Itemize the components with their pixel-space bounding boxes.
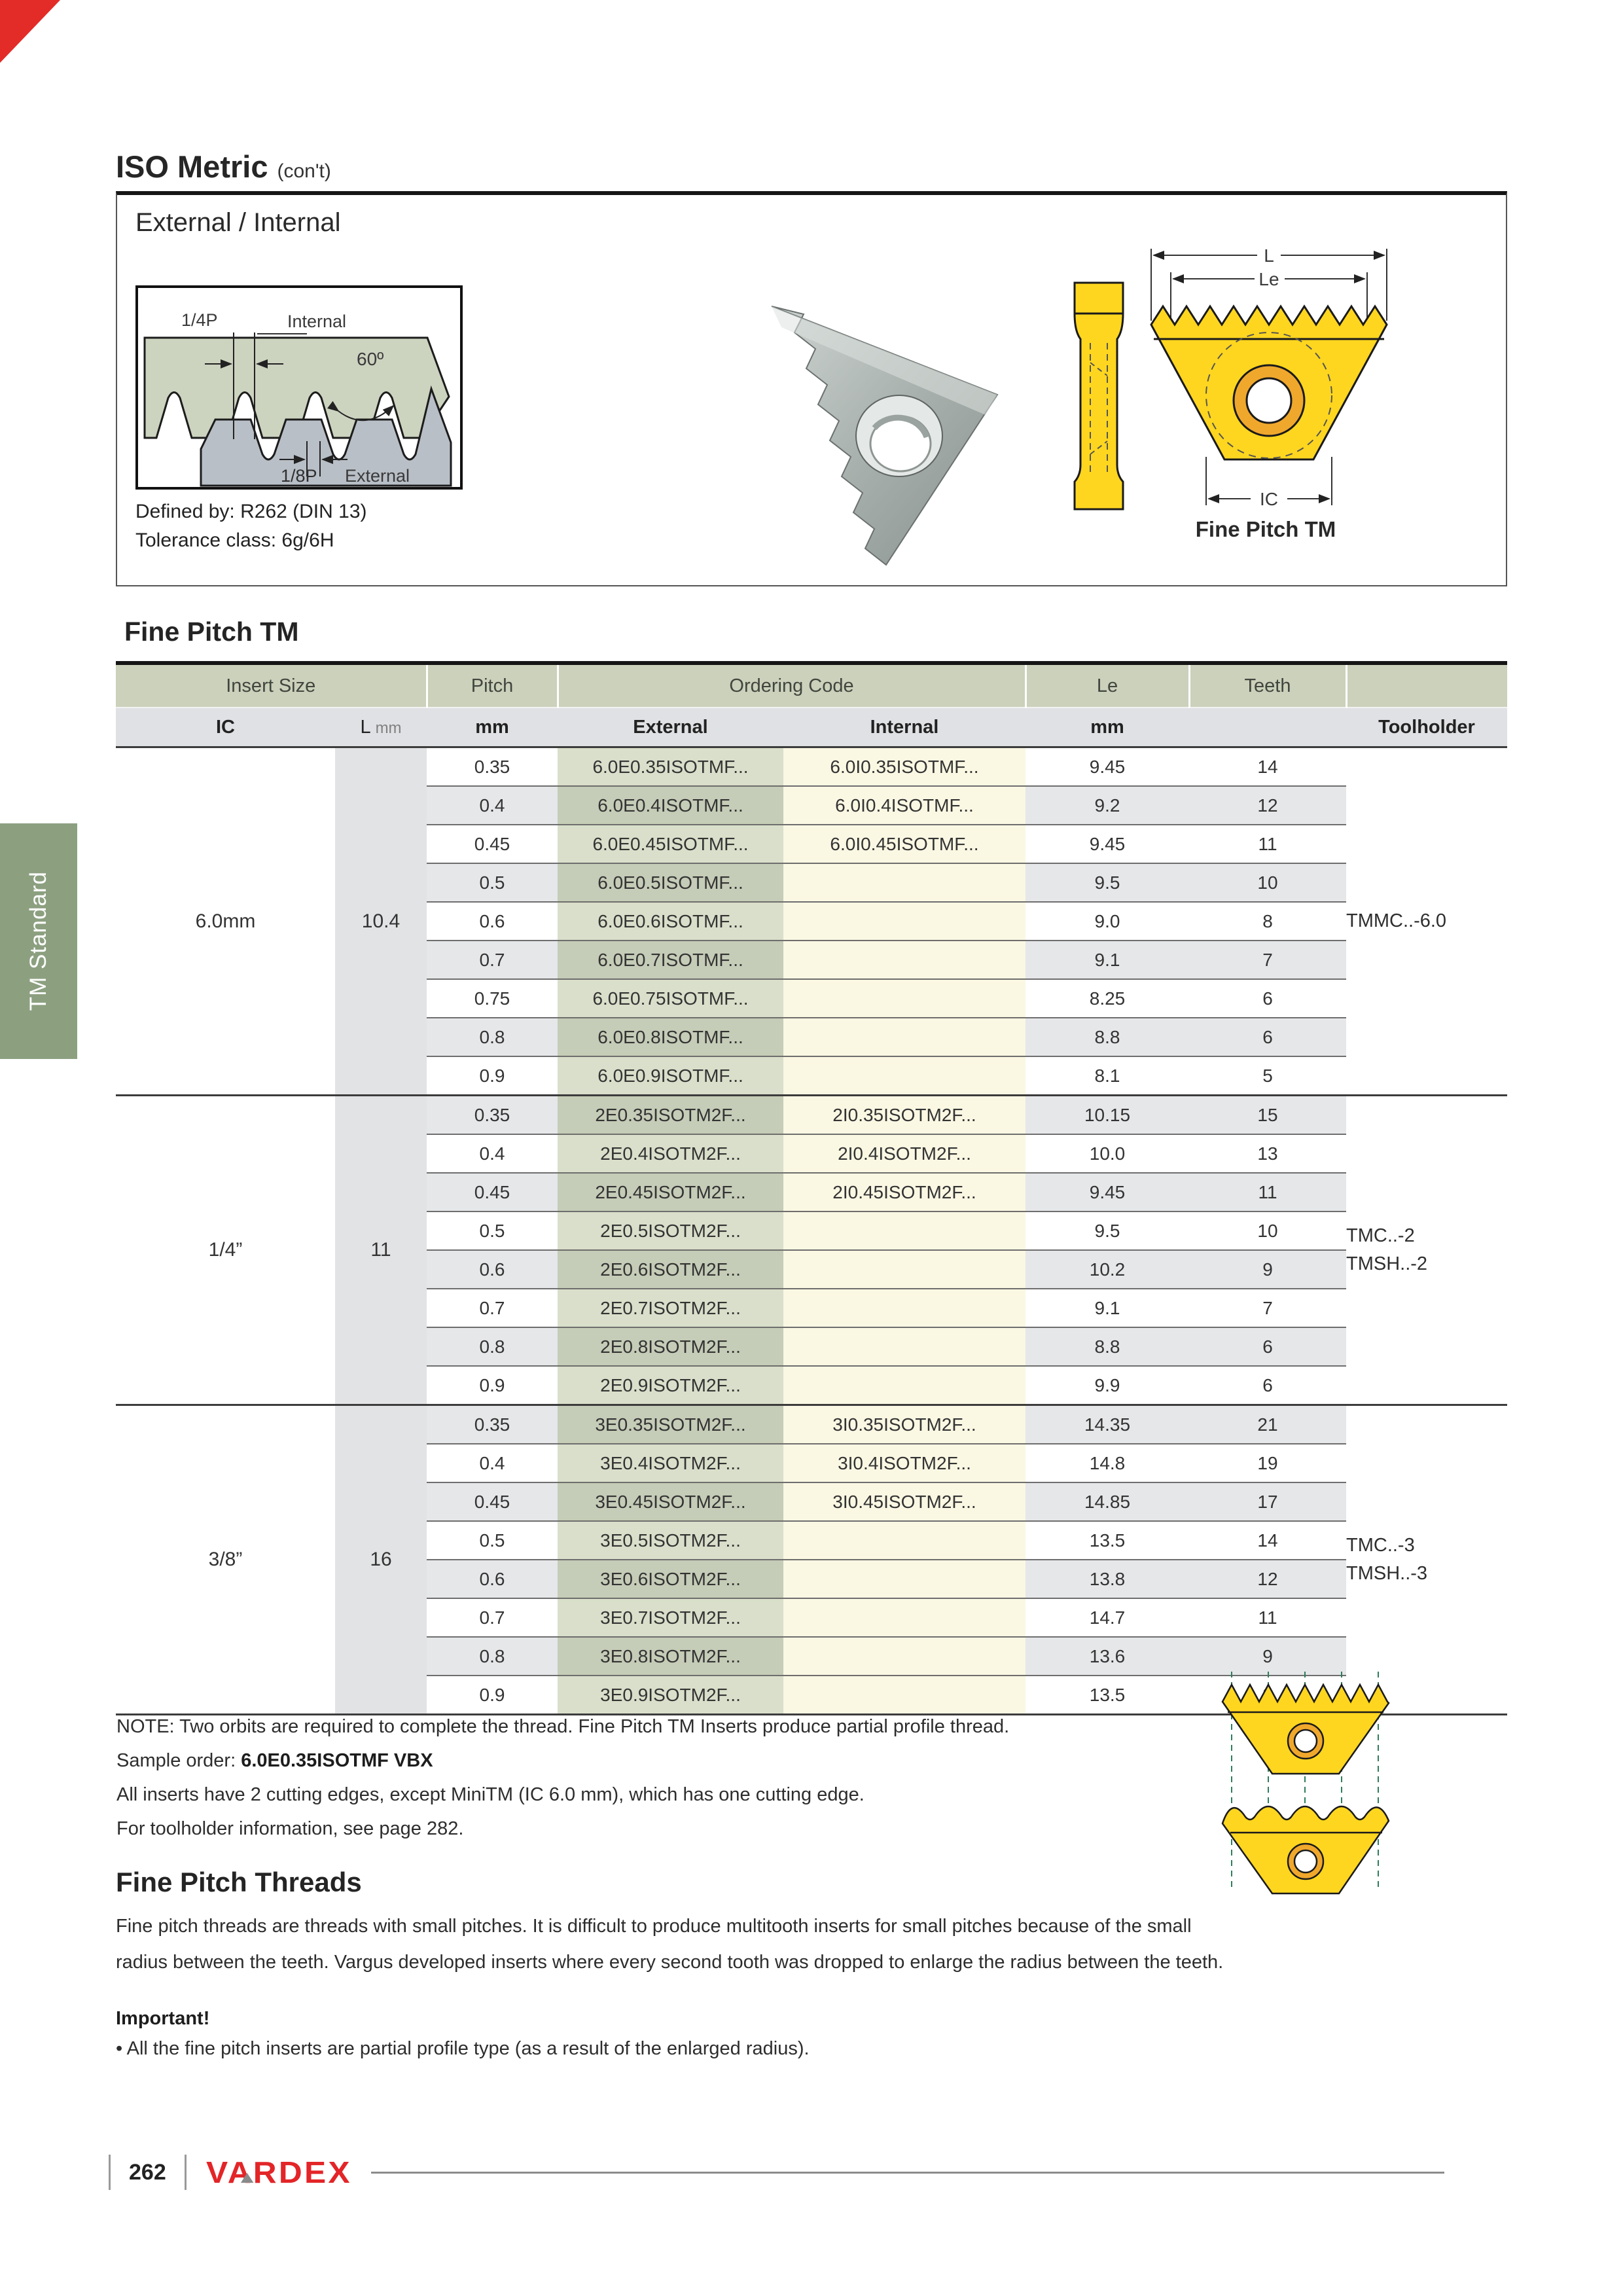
cell-le: 13.6 <box>1026 1637 1189 1676</box>
cell-ordering-code-internal <box>783 1056 1026 1096</box>
important-bullet: • All the fine pitch inserts are partial profile type (as a result of the enlarged radius). <box>116 2038 810 2059</box>
cell-ordering-code-internal: 3I0.4ISOTM2F... <box>783 1444 1026 1482</box>
cell-pitch: 0.35 <box>427 747 558 787</box>
header-insert-size: Insert Size <box>116 663 427 708</box>
cell-ordering-code-external: 6.0E0.4ISOTMF... <box>558 786 783 825</box>
cell-insert-size-ic: 6.0mm <box>116 747 335 1096</box>
section-heading: Fine Pitch Threads <box>116 1867 362 1897</box>
cell-teeth: 11 <box>1189 1173 1346 1211</box>
fine-pitch-table-body <box>116 747 1507 1715</box>
header-blank <box>1346 663 1507 708</box>
cell-ordering-code-internal: 6.0I0.45ISOTMF... <box>783 825 1026 863</box>
cell-ordering-code-internal <box>783 1289 1026 1327</box>
cell-le: 14.85 <box>1026 1482 1189 1521</box>
cell-pitch: 0.7 <box>427 941 558 979</box>
cell-ordering-code-internal <box>783 1637 1026 1676</box>
cell-teeth: 13 <box>1189 1134 1346 1173</box>
cell-ordering-code-external: 3E0.8ISOTM2F... <box>558 1637 783 1676</box>
page-title-suffix: (con't) <box>277 160 331 183</box>
cell-teeth: 9 <box>1189 1637 1346 1676</box>
cell-ordering-code-external: 2E0.4ISOTM2F... <box>558 1134 783 1173</box>
footer-rule <box>371 2172 1444 2174</box>
cell-ordering-code-external: 2E0.6ISOTM2F... <box>558 1250 783 1289</box>
cell-ordering-code-external: 2E0.8ISOTM2F... <box>558 1327 783 1366</box>
cell-ordering-code-internal <box>783 863 1026 902</box>
profile-box <box>116 191 1507 586</box>
cell-pitch: 0.6 <box>427 1250 558 1289</box>
cell-le: 9.5 <box>1026 863 1189 902</box>
thread-profile-diagram <box>135 285 463 490</box>
cell-pitch: 0.8 <box>427 1018 558 1056</box>
cell-teeth: 6 <box>1189 1018 1346 1056</box>
table-group-header-row <box>116 663 1507 708</box>
note-line-3: All inserts have 2 cutting edges, except MiniTM (IC 6.0 mm), which has one cutting edge. <box>116 1784 865 1805</box>
cell-pitch: 0.7 <box>427 1289 558 1327</box>
label-dim-l: L <box>1264 245 1274 266</box>
cell-ordering-code-external: 2E0.45ISOTM2F... <box>558 1173 783 1211</box>
cell-toolholder <box>1346 1096 1507 1405</box>
cell-ordering-code-external: 6.0E0.5ISOTMF... <box>558 863 783 902</box>
insert-photo <box>736 287 1017 575</box>
cell-ordering-code-internal: 2I0.35ISOTM2F... <box>783 1096 1026 1135</box>
cell-pitch: 0.9 <box>427 1676 558 1715</box>
cell-pitch: 0.45 <box>427 825 558 863</box>
cell-le: 9.5 <box>1026 1211 1189 1250</box>
insert-front-view <box>1138 243 1400 516</box>
cell-ordering-code-external: 3E0.7ISOTM2F... <box>558 1598 783 1637</box>
cell-le: 10.15 <box>1026 1096 1189 1135</box>
notes-block <box>116 1710 1009 1846</box>
cell-insert-size-ic: 1/4” <box>116 1096 335 1405</box>
cell-ordering-code-external: 2E0.9ISOTM2F... <box>558 1366 783 1405</box>
cell-le: 9.45 <box>1026 1173 1189 1211</box>
cell-le: 14.35 <box>1026 1405 1189 1444</box>
fine-pitch-table <box>116 661 1507 1715</box>
cell-ordering-code-internal <box>783 941 1026 979</box>
cell-ordering-code-internal <box>783 1018 1026 1056</box>
cell-le: 8.8 <box>1026 1327 1189 1366</box>
hole <box>1294 1850 1317 1873</box>
cell-teeth: 17 <box>1189 1482 1346 1521</box>
red-corner-triangle <box>0 0 60 63</box>
insert-side-view <box>1050 278 1148 521</box>
header-teeth: Teeth <box>1189 663 1346 708</box>
cell-pitch: 0.45 <box>427 1482 558 1521</box>
cell-pitch: 0.4 <box>427 1134 558 1173</box>
sidebar-tab-label: TM Standard <box>26 871 51 1011</box>
subheader-internal: Internal <box>783 708 1026 747</box>
cell-ordering-code-external: 3E0.5ISOTM2F... <box>558 1521 783 1560</box>
toolholder-line: TMC..-2 <box>1346 1225 1415 1246</box>
cell-teeth: 10 <box>1189 863 1346 902</box>
cell-pitch: 0.8 <box>427 1327 558 1366</box>
toolholder-line: TMC..-3 <box>1346 1534 1415 1556</box>
toolholder-line: TMSH..-2 <box>1346 1253 1428 1274</box>
cell-le: 10.0 <box>1026 1134 1189 1173</box>
cell-le: 13.5 <box>1026 1521 1189 1560</box>
cell-ordering-code-internal <box>783 1211 1026 1250</box>
page-title: ISO Metric (con't) <box>116 149 331 185</box>
header-pitch: Pitch <box>427 663 558 708</box>
cell-teeth: 15 <box>1189 1096 1346 1135</box>
table-row <box>116 1096 1507 1135</box>
cell-teeth: 6 <box>1189 1366 1346 1405</box>
section-body: Fine pitch threads are threads with small pitches. It is difficult to produce multitooth inserts for small pitches because of the small radius between the teeth. Vargus developed inserts where every second tooth was dropped to enlarge the radius between the teeth. <box>116 1916 1224 1973</box>
cell-pitch: 0.6 <box>427 902 558 941</box>
defined-by-block <box>135 497 367 554</box>
label-internal: Internal <box>287 312 347 331</box>
cell-le: 9.9 <box>1026 1366 1189 1405</box>
cell-ordering-code-internal <box>783 1250 1026 1289</box>
cell-pitch: 0.5 <box>427 1211 558 1250</box>
table-heading: Fine Pitch TM <box>124 617 299 647</box>
subheader-teeth-blank <box>1189 708 1346 747</box>
cell-le: 14.7 <box>1026 1598 1189 1637</box>
label-eighth-p: 1/8P <box>281 466 317 486</box>
cell-ordering-code-internal <box>783 902 1026 941</box>
cell-pitch: 0.45 <box>427 1173 558 1211</box>
insert-caption: Fine Pitch TM <box>1195 517 1336 541</box>
cell-le: 9.1 <box>1026 941 1189 979</box>
cell-insert-size-l: 10.4 <box>335 747 427 1096</box>
important-label: Important! <box>116 2008 210 2029</box>
table-sub-header-row <box>116 708 1507 747</box>
cell-ordering-code-external: 3E0.45ISOTM2F... <box>558 1482 783 1521</box>
cell-teeth: 14 <box>1189 1521 1346 1560</box>
subheader-toolholder: Toolholder <box>1346 708 1507 747</box>
cell-le: 9.45 <box>1026 825 1189 863</box>
cell-ordering-code-external: 6.0E0.35ISOTMF... <box>558 747 783 787</box>
note-line-2: Sample order: 6.0E0.35ISOTMF VBX <box>116 1750 433 1771</box>
cell-teeth: 11 <box>1189 825 1346 863</box>
cell-teeth: 12 <box>1189 786 1346 825</box>
header-ordering-code: Ordering Code <box>558 663 1026 708</box>
cell-pitch: 0.9 <box>427 1056 558 1096</box>
table-row <box>116 1405 1507 1444</box>
cell-pitch: 0.4 <box>427 1444 558 1482</box>
cell-teeth: 7 <box>1189 941 1346 979</box>
cell-ordering-code-external: 2E0.7ISOTM2F... <box>558 1289 783 1327</box>
cell-ordering-code-internal: 6.0I0.35ISOTMF... <box>783 747 1026 787</box>
subheader-pitch-mm: mm <box>427 708 558 747</box>
header-le: Le <box>1026 663 1189 708</box>
profile-box-heading: External / Internal <box>135 208 341 237</box>
footer <box>109 2155 1444 2190</box>
cell-ordering-code-external: 6.0E0.45ISOTMF... <box>558 825 783 863</box>
subheader-external: External <box>558 708 783 747</box>
cell-le: 8.8 <box>1026 1018 1189 1056</box>
sample-order-code: 6.0E0.35ISOTMF VBX <box>241 1750 433 1771</box>
cell-le: 9.1 <box>1026 1289 1189 1327</box>
cell-ordering-code-internal: 6.0I0.4ISOTMF... <box>783 786 1026 825</box>
cell-ordering-code-external: 3E0.9ISOTM2F... <box>558 1676 783 1715</box>
cell-ordering-code-external: 6.0E0.8ISOTMF... <box>558 1018 783 1056</box>
cell-ordering-code-external: 3E0.4ISOTM2F... <box>558 1444 783 1482</box>
toolholder-line: TMSH..-3 <box>1346 1563 1428 1584</box>
cell-teeth: 12 <box>1189 1560 1346 1598</box>
cell-ordering-code-external: 6.0E0.75ISOTMF... <box>558 979 783 1018</box>
cell-le: 14.8 <box>1026 1444 1189 1482</box>
cell-ordering-code-internal <box>783 1676 1026 1715</box>
cell-ordering-code-internal: 2I0.45ISOTM2F... <box>783 1173 1026 1211</box>
cell-teeth: 14 <box>1189 747 1346 787</box>
cell-teeth: 7 <box>1189 1289 1346 1327</box>
cell-le: 9.2 <box>1026 786 1189 825</box>
logo-triangle-icon <box>241 2173 253 2183</box>
cell-ordering-code-external: 3E0.6ISOTM2F... <box>558 1560 783 1598</box>
cell-ordering-code-internal <box>783 1560 1026 1598</box>
cell-ordering-code-external: 6.0E0.9ISOTMF... <box>558 1056 783 1096</box>
cell-teeth: 5 <box>1189 1056 1346 1096</box>
footer-divider <box>109 2155 111 2190</box>
cell-teeth: 9 <box>1189 1250 1346 1289</box>
vardex-logo: VARDEX <box>205 2155 352 2189</box>
cell-pitch: 0.6 <box>427 1560 558 1598</box>
tolerance-line: Tolerance class: 6g/6H <box>135 529 334 551</box>
cell-le: 10.2 <box>1026 1250 1189 1289</box>
note-line-1: NOTE: Two orbits are required to complete the thread. Fine Pitch TM Inserts produce partial profile thread. <box>116 1716 1010 1737</box>
cell-pitch: 0.75 <box>427 979 558 1018</box>
note-line-4: For toolholder information, see page 282. <box>116 1818 464 1839</box>
page-number: 262 <box>129 2159 166 2185</box>
cell-toolholder <box>1346 747 1507 1096</box>
cell-ordering-code-internal: 3I0.35ISOTM2F... <box>783 1405 1026 1444</box>
cell-pitch: 0.7 <box>427 1598 558 1637</box>
cell-pitch: 0.35 <box>427 1096 558 1135</box>
cell-teeth: 10 <box>1189 1211 1346 1250</box>
cell-ordering-code-external: 2E0.35ISOTM2F... <box>558 1096 783 1135</box>
subheader-ic: IC <box>116 708 335 747</box>
toolholder-line: TMMC..-6.0 <box>1346 910 1447 931</box>
defined-by-line: Defined by: R262 (DIN 13) <box>135 501 367 522</box>
dropped-tooth-illustration <box>1211 1668 1400 1901</box>
cell-ordering-code-internal <box>783 979 1026 1018</box>
label-angle: 60º <box>357 349 384 369</box>
cell-le: 8.1 <box>1026 1056 1189 1096</box>
cell-pitch: 0.35 <box>427 1405 558 1444</box>
cell-ordering-code-internal: 3I0.45ISOTM2F... <box>783 1482 1026 1521</box>
sidebar-tab-tm-standard[interactable] <box>0 823 77 1059</box>
cell-pitch: 0.4 <box>427 786 558 825</box>
cell-le: 13.5 <box>1026 1676 1189 1715</box>
subheader-le-mm: mm <box>1026 708 1189 747</box>
cell-teeth: 11 <box>1189 1598 1346 1637</box>
cell-ordering-code-internal <box>783 1598 1026 1637</box>
label-quarter-p: 1/4P <box>181 310 218 330</box>
cell-pitch: 0.9 <box>427 1366 558 1405</box>
cell-insert-size-l: 11 <box>335 1096 427 1405</box>
cell-ordering-code-internal <box>783 1521 1026 1560</box>
subheader-l: L mm <box>335 708 427 747</box>
side-view-body <box>1075 283 1123 509</box>
hole <box>1294 1730 1317 1752</box>
cell-le: 8.25 <box>1026 979 1189 1018</box>
cell-ordering-code-external: 6.0E0.7ISOTMF... <box>558 941 783 979</box>
cell-pitch: 0.8 <box>427 1637 558 1676</box>
cell-ordering-code-internal: 2I0.4ISOTM2F... <box>783 1134 1026 1173</box>
cell-ordering-code-external: 3E0.35ISOTM2F... <box>558 1405 783 1444</box>
cell-le: 9.0 <box>1026 902 1189 941</box>
front-view-hole <box>1247 378 1291 423</box>
footer-divider <box>185 2155 187 2190</box>
cell-pitch: 0.5 <box>427 1521 558 1560</box>
cell-teeth: 19 <box>1189 1444 1346 1482</box>
cell-ordering-code-external: 6.0E0.6ISOTMF... <box>558 902 783 941</box>
cell-teeth: 6 <box>1189 1327 1346 1366</box>
cell-teeth: 6 <box>1189 979 1346 1018</box>
table-row <box>116 747 1507 787</box>
label-dim-ic: IC <box>1260 489 1278 509</box>
cell-insert-size-ic: 3/8” <box>116 1405 335 1715</box>
label-external: External <box>345 466 410 486</box>
cell-insert-size-l: 16 <box>335 1405 427 1715</box>
cell-ordering-code-internal <box>783 1327 1026 1366</box>
cell-le: 9.45 <box>1026 747 1189 787</box>
cell-pitch: 0.5 <box>427 863 558 902</box>
cell-ordering-code-external: 2E0.5ISOTM2F... <box>558 1211 783 1250</box>
cell-teeth: 21 <box>1189 1405 1346 1444</box>
label-dim-le: Le <box>1258 269 1279 289</box>
cell-teeth: 8 <box>1189 902 1346 941</box>
cell-ordering-code-internal <box>783 1366 1026 1405</box>
cell-le: 13.8 <box>1026 1560 1189 1598</box>
